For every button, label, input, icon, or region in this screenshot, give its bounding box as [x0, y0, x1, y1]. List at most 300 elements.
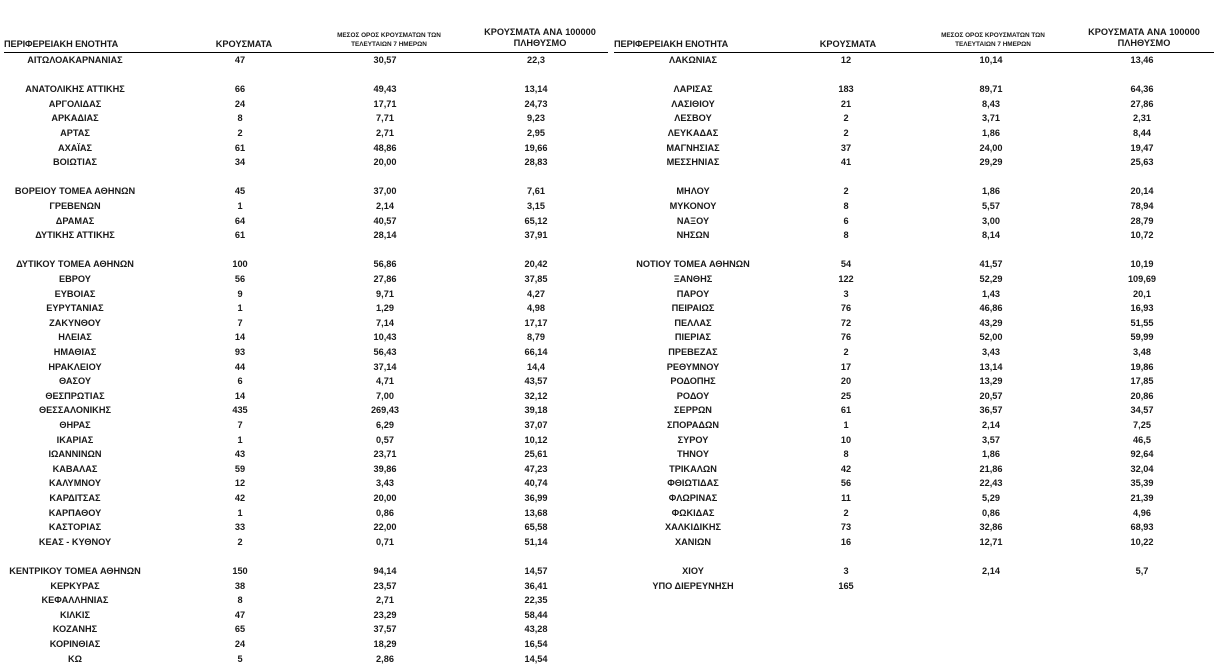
per100k-cell: 65,58: [524, 522, 548, 533]
per100k-cell: 21,39: [1130, 493, 1154, 503]
cases-cell: 2: [843, 113, 849, 124]
per100k-cell: 10,12: [524, 434, 548, 445]
table-row: [0, 579, 612, 593]
cases-cell: 76: [840, 303, 852, 314]
per100k-cell: 17,85: [1130, 376, 1154, 387]
table-row: [612, 243, 1222, 257]
avg-cell: 23,29: [373, 609, 397, 620]
region-cell: ΡΟΔΟΠΗΣ: [670, 376, 716, 387]
table-row: [612, 491, 1222, 505]
table-row: [612, 82, 1222, 96]
cases-cell: 65: [234, 624, 246, 635]
table-row: [612, 433, 1222, 447]
avg-cell: 2,14: [982, 420, 1000, 430]
table-row: [612, 520, 1222, 534]
per100k-cell: 4,96: [1133, 507, 1151, 518]
per100k-cell: 36,41: [524, 580, 548, 591]
table-row: [0, 506, 612, 520]
cases-cell: 93: [234, 347, 246, 357]
region-cell: ΚΕΦΑΛΛΗΝΙΑΣ: [41, 595, 109, 606]
avg-cell: 1,86: [982, 186, 1000, 197]
avg-cell: 43,29: [979, 317, 1003, 328]
table-row: [612, 257, 1222, 271]
region-cell: ΑΧΑΪΑΣ: [57, 142, 93, 153]
region-cell: ΣΥΡΟΥ: [677, 434, 709, 445]
avg-cell: 48,86: [373, 142, 397, 153]
region-cell: ΚΑΣΤΟΡΙΑΣ: [48, 522, 102, 533]
cases-cell: 8: [843, 201, 849, 211]
avg-cell: 27,86: [373, 274, 397, 284]
avg-cell: 2,71: [376, 128, 394, 138]
avg-cell: 89,71: [979, 84, 1003, 95]
table-row: [612, 287, 1222, 301]
per100k-cell: 27,86: [1130, 98, 1154, 109]
region-cell: ΑΙΤΩΛΟΑΚΑΡΝΑΝΙΑΣ: [27, 55, 123, 65]
table-row: [0, 491, 612, 505]
avg-column-header: [914, 31, 1072, 49]
region-cell: ΛΕΥΚΑΔΑΣ: [667, 128, 719, 138]
avg-cell: 1,86: [982, 449, 1000, 460]
avg-cell: 2,14: [376, 201, 394, 211]
per100k-cell: 37,91: [524, 230, 548, 241]
cases-cell: 1: [237, 303, 243, 314]
cases-cell: 6: [843, 215, 849, 226]
avg-cell: 20,00: [373, 493, 397, 503]
per100k-cell: 64,36: [1130, 84, 1154, 95]
cases-cell: 14: [234, 390, 246, 401]
table-row: [612, 564, 1222, 578]
region-cell: ΘΕΣΠΡΩΤΙΑΣ: [45, 390, 105, 401]
per100k-cell: 37,85: [524, 274, 548, 284]
cases-cell: 122: [838, 274, 854, 284]
avg-cell: 29,29: [979, 157, 1003, 168]
cases-cell: 47: [234, 609, 246, 620]
avg-cell: 20,57: [979, 390, 1003, 401]
table-row: [0, 520, 612, 534]
avg-cell: 22,43: [979, 478, 1003, 489]
region-cell: ΚΟΡΙΝΘΙΑΣ: [49, 639, 101, 649]
table-row: [0, 564, 612, 578]
cases-cell: 7: [237, 420, 243, 430]
avg-cell: 37,00: [373, 186, 397, 197]
per100k-cell: 92,64: [1130, 449, 1154, 460]
cases-cell: 5: [237, 653, 243, 664]
avg-cell: 0,71: [376, 536, 394, 547]
region-cell: ΛΑΡΙΣΑΣ: [673, 84, 713, 95]
per100k-cell: 10,22: [1130, 536, 1154, 547]
per100k-cell: 39,18: [524, 405, 548, 416]
table-row: [0, 476, 612, 490]
per100k-cell: 2,31: [1133, 113, 1151, 124]
per100k-cell: 20,1: [1133, 288, 1151, 299]
per100k-cell: 28,83: [524, 157, 548, 168]
region-cell: ΦΩΚΙΔΑΣ: [671, 507, 715, 518]
region-cell: ΓΡΕΒΕΝΩΝ: [49, 201, 101, 211]
per100k-cell: 14,54: [524, 653, 548, 664]
cases-cell: 41: [840, 157, 852, 168]
avg-column-header: [310, 31, 468, 49]
avg-cell: 21,86: [979, 463, 1003, 474]
region-cell: ΚΑΛΥΜΝΟΥ: [49, 478, 101, 489]
per100k-cell: 24,73: [524, 98, 548, 109]
table-row: [612, 126, 1222, 140]
avg-cell: 3,57: [982, 434, 1000, 445]
cases-cell: 1: [843, 420, 849, 430]
per100k-cell: 51,14: [524, 536, 548, 547]
table-row: [612, 462, 1222, 476]
per100k-cell: 32,12: [524, 390, 548, 401]
region-cell: ΕΥΡΥΤΑΝΙΑΣ: [46, 303, 104, 314]
cases-cell: 42: [840, 463, 852, 474]
table-row: [0, 433, 612, 447]
region-cell: ΧΑΛΚΙΔΙΚΗΣ: [664, 522, 722, 533]
region-cell: ΜΗΛΟΥ: [676, 186, 710, 197]
avg-cell: 6,29: [376, 420, 394, 430]
table-row: [612, 53, 1222, 67]
region-cell: ΔΡΑΜΑΣ: [55, 215, 95, 226]
table-row: [612, 170, 1222, 184]
avg-cell: 39,86: [373, 463, 397, 474]
table-row: [0, 170, 612, 184]
avg-cell: 1,86: [982, 128, 1000, 138]
per100k-cell: 19,66: [524, 142, 548, 153]
table-row: [612, 68, 1222, 82]
avg-cell: 18,29: [373, 639, 397, 649]
avg-cell: 5,57: [982, 201, 1000, 211]
cases-cell: 56: [234, 274, 246, 284]
cases-cell: 61: [234, 230, 246, 241]
avg-cell: 8,14: [982, 230, 1000, 241]
table-row: [612, 272, 1222, 286]
cases-cell: 12: [234, 478, 246, 489]
region-cell: ΒΟΙΩΤΙΑΣ: [52, 157, 97, 168]
cases-cell: 10: [840, 434, 852, 445]
avg-cell: 20,00: [373, 157, 397, 168]
region-column-header: ΠΕΡΙΦΕΡΕΙΑΚΗ ΕΝΟΤΗΤΑ: [614, 39, 729, 49]
cases-column-header: ΚΡΟΥΣΜΑΤΑ: [819, 39, 877, 49]
table-row: [612, 111, 1222, 125]
avg-cell: 40,57: [373, 215, 397, 226]
cases-cell: 12: [840, 55, 852, 65]
cases-cell: 17: [840, 361, 852, 372]
table-row: [0, 287, 612, 301]
table-row: [0, 652, 612, 666]
region-cell: ΚΑΡΠΑΘΟΥ: [48, 507, 102, 518]
per100k-cell: 13,46: [1130, 55, 1154, 65]
per100k-cell: 40,74: [524, 478, 548, 489]
table-row: [612, 155, 1222, 169]
cases-cell: 76: [840, 332, 852, 343]
region-cell: ΠΕΙΡΑΙΩΣ: [671, 303, 715, 314]
avg-header-line-2: ΤΕΛΕΥΤΑΙΩΝ 7 ΗΜΕΡΩΝ: [351, 41, 427, 48]
avg-cell: 10,43: [373, 332, 397, 343]
avg-cell: 8,43: [982, 98, 1000, 109]
cases-cell: 66: [234, 84, 246, 95]
region-cell: ΦΘΙΩΤΙΔΑΣ: [667, 478, 719, 489]
table-row: [0, 126, 612, 140]
region-cell: ΜΥΚΟΝΟΥ: [669, 201, 717, 211]
region-cell: ΠΡΕΒΕΖΑΣ: [668, 347, 718, 357]
table-row: [0, 97, 612, 111]
per100k-cell: 58,44: [524, 609, 548, 620]
table-row: [0, 330, 612, 344]
cases-cell: 44: [234, 361, 246, 372]
region-cell: ΥΠΟ ΔΙΕΡΕΥΝΗΣΗ: [652, 580, 734, 591]
avg-header-line-2: ΤΕΛΕΥΤΑΙΩΝ 7 ΗΜΕΡΩΝ: [955, 41, 1031, 48]
region-cell: ΚΟΖΑΝΗΣ: [52, 624, 98, 635]
avg-cell: 1,43: [982, 288, 1000, 299]
cases-cell: 64: [234, 215, 246, 226]
per100k-cell: 109,69: [1127, 274, 1157, 284]
avg-cell: 7,71: [376, 113, 394, 124]
avg-cell: 0,86: [376, 507, 394, 518]
avg-cell: 46,86: [979, 303, 1003, 314]
cases-cell: 21: [840, 98, 852, 109]
table-row: [0, 155, 612, 169]
avg-header-line-1: ΜΕΣΟΣ ΟΡΟΣ ΚΡΟΥΣΜΑΤΩΝ ΤΩΝ: [337, 32, 441, 39]
per100k-cell: 34,57: [1130, 405, 1154, 416]
region-cell: ΣΕΡΡΩΝ: [674, 405, 712, 416]
table-row: [0, 316, 612, 330]
region-cell: ΣΠΟΡΑΔΩΝ: [667, 420, 719, 430]
table-row: [0, 243, 612, 257]
cases-cell: 47: [234, 55, 246, 65]
per100k-cell: 2,95: [527, 128, 545, 138]
per100k-cell: 20,86: [1130, 390, 1154, 401]
per100k-cell: 35,39: [1130, 478, 1154, 489]
region-cell: ΛΕΣΒΟΥ: [674, 113, 712, 124]
cases-cell: 16: [840, 536, 852, 547]
region-cell: ΚΕΝΤΡΙΚΟΥ ΤΟΜΕΑ ΑΘΗΝΩΝ: [9, 566, 141, 576]
table-row: [612, 184, 1222, 198]
per100k-header-line-2: ΠΛΗΘΥΣΜΟ: [1117, 38, 1171, 48]
avg-cell: 3,00: [982, 215, 1000, 226]
avg-cell: 7,14: [376, 317, 394, 328]
per100k-cell: 59,99: [1130, 332, 1154, 343]
avg-cell: 2,71: [376, 595, 394, 606]
table-row: [0, 82, 612, 96]
cases-cell: 8: [843, 230, 849, 241]
region-cell: ΜΑΓΝΗΣΙΑΣ: [666, 142, 720, 153]
per100k-cell: 14,4: [527, 361, 545, 372]
cases-cell: 1: [237, 434, 243, 445]
per100k-cell: 65,12: [524, 215, 548, 226]
region-cell: ΑΡΚΑΔΙΑΣ: [51, 113, 99, 124]
region-cell: ΗΛΕΙΑΣ: [58, 332, 92, 343]
per100k-cell: 47,23: [524, 463, 548, 474]
per100k-cell: 51,55: [1130, 317, 1154, 328]
region-cell: ΕΥΒΟΙΑΣ: [54, 288, 96, 299]
avg-cell: 0,57: [376, 434, 394, 445]
table-row: [0, 549, 612, 563]
region-cell: ΙΚΑΡΙΑΣ: [56, 434, 94, 445]
table-row: [0, 637, 612, 651]
table-row: [0, 228, 612, 242]
table-row: [612, 214, 1222, 228]
region-cell: ΡΟΔΟΥ: [676, 390, 710, 401]
per100k-column-header: [470, 27, 610, 49]
table-row: [0, 184, 612, 198]
avg-cell: 13,29: [979, 376, 1003, 387]
per100k-cell: 37,07: [524, 420, 548, 430]
avg-cell: 4,71: [376, 376, 394, 387]
table-row: [0, 301, 612, 315]
region-cell: ΡΕΘΥΜΝΟΥ: [666, 361, 720, 372]
region-cell: ΑΝΑΤΟΛΙΚΗΣ ΑΤΤΙΚΗΣ: [25, 84, 125, 95]
cases-cell: 25: [840, 390, 852, 401]
per100k-column-header: [1074, 27, 1214, 49]
table-row: [0, 360, 612, 374]
region-cell: ΛΑΣΙΘΙΟΥ: [671, 98, 715, 109]
cases-cell: 165: [838, 580, 854, 591]
avg-cell: 12,71: [979, 536, 1003, 547]
region-cell: ΚΑΒΑΛΑΣ: [52, 463, 98, 474]
per100k-cell: 19,47: [1130, 142, 1154, 153]
per100k-cell: 10,72: [1130, 230, 1154, 241]
region-cell: ΠΙΕΡΙΑΣ: [674, 332, 712, 343]
cases-cell: 38: [234, 580, 246, 591]
cases-cell: 11: [841, 493, 851, 503]
per100k-cell: 13,14: [524, 84, 548, 95]
avg-cell: 269,43: [370, 405, 400, 416]
avg-cell: 24,00: [979, 142, 1003, 153]
table-row: [612, 228, 1222, 242]
avg-cell: 13,14: [979, 361, 1003, 372]
region-cell: ΕΒΡΟΥ: [59, 274, 91, 284]
per100k-header-line-2: ΠΛΗΘΥΣΜΟ: [513, 38, 567, 48]
per100k-cell: 28,79: [1130, 215, 1154, 226]
cases-cell: 7: [237, 317, 243, 328]
table-row: [612, 97, 1222, 111]
avg-cell: 36,57: [979, 405, 1003, 416]
region-cell: ΗΡΑΚΛΕΙΟΥ: [48, 361, 102, 372]
table-row: [0, 374, 612, 388]
avg-cell: 2,86: [376, 653, 394, 664]
avg-cell: 49,43: [373, 84, 397, 95]
region-cell: ΜΕΣΣΗΝΙΑΣ: [666, 157, 720, 168]
per100k-cell: 78,94: [1130, 201, 1154, 211]
table-row: [0, 199, 612, 213]
cases-cell: 24: [234, 98, 246, 109]
cases-cell: 2: [843, 186, 849, 197]
cases-cell: 42: [234, 493, 246, 503]
table-row: [612, 418, 1222, 432]
region-cell: ΚΑΡΔΙΤΣΑΣ: [49, 493, 101, 503]
cases-column-header: ΚΡΟΥΣΜΑΤΑ: [215, 39, 273, 49]
per100k-header-line-1: ΚΡΟΥΣΜΑΤΑ ΑΝΑ 100000: [1088, 27, 1200, 37]
table-row: [612, 316, 1222, 330]
avg-cell: 28,14: [373, 230, 397, 241]
table-row: [0, 345, 612, 359]
table-row: [0, 111, 612, 125]
table-row: [612, 141, 1222, 155]
avg-cell: 0,86: [982, 507, 1000, 518]
table-row: [0, 214, 612, 228]
cases-cell: 45: [234, 186, 246, 197]
cases-cell: 2: [237, 128, 243, 138]
cases-cell: 2: [843, 507, 849, 518]
cases-cell: 9: [237, 288, 243, 299]
avg-cell: 56,86: [373, 259, 397, 270]
avg-cell: 23,57: [373, 580, 397, 591]
table-row: [0, 141, 612, 155]
avg-cell: 37,14: [373, 361, 397, 372]
region-cell: ΙΩΑΝΝΙΝΩΝ: [48, 449, 102, 460]
cases-cell: 8: [843, 449, 849, 460]
region-cell: ΘΗΡΑΣ: [59, 420, 91, 430]
avg-cell: 5,29: [982, 493, 1000, 503]
cases-cell: 37: [840, 142, 852, 153]
region-cell: ΧΙΟΥ: [682, 566, 704, 576]
table-row: [612, 549, 1222, 563]
per100k-cell: 20,14: [1130, 186, 1154, 197]
cases-cell: 61: [840, 405, 852, 416]
per100k-cell: 7,61: [527, 186, 545, 197]
cases-cell: 34: [234, 157, 246, 168]
avg-cell: 1,29: [376, 303, 394, 314]
table-row: [0, 447, 612, 461]
avg-cell: 52,29: [979, 274, 1003, 284]
table-row: [0, 68, 612, 82]
table-row: [612, 403, 1222, 417]
region-cell: ΔΥΤΙΚΟΥ ΤΟΜΕΑ ΑΘΗΝΩΝ: [16, 259, 134, 270]
table-row: [0, 622, 612, 636]
table-row: [612, 535, 1222, 549]
cases-cell: 20: [840, 376, 852, 387]
avg-cell: 41,57: [979, 259, 1003, 270]
table-row: [612, 199, 1222, 213]
avg-cell: 23,71: [373, 449, 397, 460]
cases-cell: 100: [232, 259, 248, 270]
table-row: [0, 535, 612, 549]
table-row: [612, 301, 1222, 315]
cases-cell: 2: [843, 347, 849, 357]
cases-cell: 61: [234, 142, 246, 153]
per100k-cell: 3,15: [527, 201, 545, 211]
cases-cell: 8: [237, 595, 243, 606]
per100k-cell: 4,98: [527, 303, 545, 314]
avg-cell: 56,43: [373, 347, 397, 357]
table-row: [612, 476, 1222, 490]
cases-cell: 8: [237, 113, 243, 124]
table-row: [0, 272, 612, 286]
region-cell: ΚΩ: [67, 653, 82, 664]
per100k-cell: 8,79: [527, 332, 545, 343]
cases-cell: 43: [234, 449, 246, 460]
per100k-cell: 10,19: [1130, 259, 1154, 270]
table-row: [0, 593, 612, 607]
table-row: [0, 53, 612, 67]
per100k-cell: 19,86: [1130, 361, 1154, 372]
region-cell: ΠΑΡΟΥ: [676, 288, 710, 299]
table-row: [612, 389, 1222, 403]
per100k-cell: 22,3: [527, 55, 545, 65]
cases-cell: 33: [234, 522, 246, 533]
per100k-cell: 14,57: [524, 566, 548, 576]
region-cell: ΘΑΣΟΥ: [58, 376, 92, 387]
avg-cell: 32,86: [979, 522, 1003, 533]
per100k-cell: 13,68: [524, 507, 548, 518]
region-cell: ΗΜΑΘΙΑΣ: [53, 347, 97, 357]
per100k-cell: 36,99: [524, 493, 548, 503]
cases-cell: 435: [232, 405, 248, 416]
per100k-cell: 8,44: [1133, 128, 1151, 138]
cases-cell: 59: [234, 463, 246, 474]
region-cell: ΛΑΚΩΝΙΑΣ: [668, 55, 718, 65]
per100k-header-line-1: ΚΡΟΥΣΜΑΤΑ ΑΝΑ 100000: [484, 27, 596, 37]
per100k-cell: 22,35: [524, 595, 548, 606]
table-row: [0, 389, 612, 403]
